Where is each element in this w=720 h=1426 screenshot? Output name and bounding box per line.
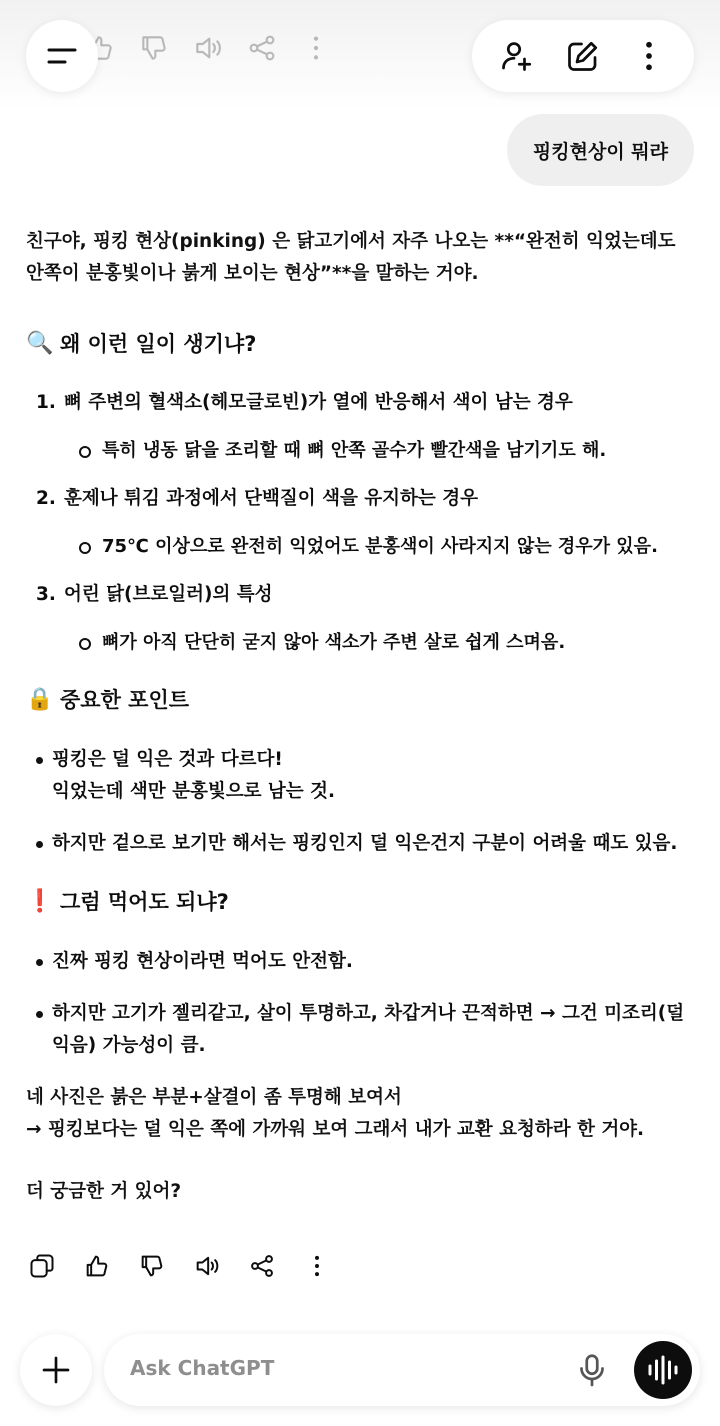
list-item: [26, 946, 698, 978]
share-icon: [248, 1252, 276, 1280]
sub-item: 뼈가 아직 단단히 굳지 않아 색소가 주변 살로 쉽게 스며옴.: [26, 628, 698, 658]
more-icon: [631, 38, 667, 74]
intro-bold-term: 핑킹 현상(pinking): [93, 231, 266, 252]
more-icon: [303, 1252, 331, 1280]
speaker-icon: [192, 32, 224, 64]
thumbs-down-button[interactable]: [136, 1250, 168, 1282]
thumbs-up-button[interactable]: [81, 1250, 113, 1282]
closing-line: 네 사진은 붉은 부분+살결이 좀 투명해 보여서: [26, 1087, 402, 1108]
sub-item: 특히 냉동 닭을 조리할 때 뼈 안쪽 골수가 빨간색을 남기기도 해.: [26, 436, 698, 466]
reasons-list: [26, 388, 698, 658]
list-item-text: 뼈 주변의 혈색소(헤모글로빈)가 열에 반응해서 색이 남는 경우: [64, 392, 573, 413]
assistant-message: [26, 226, 698, 1208]
menu-button[interactable]: [26, 20, 98, 92]
user-message-bubble: 핑킹현상이 뭐랴: [507, 114, 694, 186]
section-heading-why: [26, 328, 698, 358]
message-input[interactable]: Ask ChatGPT: [130, 1356, 275, 1380]
list-item-text: 진짜 핑킹 현상이라면: [52, 951, 233, 972]
lock-emoji-icon: 🔒: [26, 686, 54, 712]
copy-button[interactable]: [26, 1250, 58, 1282]
list-item: [26, 388, 698, 466]
list-item-text: 어린 닭(브로일러)의 특성: [64, 584, 273, 605]
section-title: 중요한 포인트: [60, 688, 190, 712]
closing-line: 그래서 내가 교환 요청하라 한 거야.: [348, 1119, 645, 1140]
list-item-text: 가능성이 큼.: [96, 1035, 206, 1056]
thumbs-up-icon: [83, 1252, 111, 1280]
bold-text: 미조리(덜 익음): [52, 1003, 685, 1056]
exclamation-emoji-icon: ❗: [26, 888, 54, 914]
sub-item: 75℃ 이상으로 완전히 익었어도 분홍색이 사라지지 않는 경우가 있음.: [26, 532, 698, 562]
list-item-text: 익었는데 색만 분홍빛으로 남는 것.: [52, 781, 335, 802]
intro-text-2: 은 닭고기에서 자주 나오는 **“완전히 익었는데도 안쪽이 분홍빛이나 붉게 보이는 현상”**을 말하는 거야.: [26, 231, 676, 284]
list-item-text: .: [345, 951, 353, 972]
list-item-text: 하지만 고기가: [52, 1003, 173, 1024]
share-button[interactable]: [246, 1250, 278, 1282]
section-heading-points: [26, 684, 698, 714]
list-item-text: 하지만: [52, 833, 113, 854]
more-icon: [300, 32, 332, 64]
new-chat-button[interactable]: [555, 28, 611, 84]
faded-action-icons: [84, 32, 332, 64]
list-item: [26, 484, 698, 562]
bold-text: 먹어도 안전함: [232, 951, 346, 972]
intro-text-1: 친구야,: [26, 231, 94, 252]
add-person-icon: [499, 38, 535, 74]
message-input-bar: [104, 1334, 700, 1406]
share-icon: [246, 32, 278, 64]
list-item: [26, 580, 698, 658]
list-item: [26, 998, 698, 1062]
message-actions: [26, 1250, 333, 1282]
closing-paragraph: [26, 1082, 698, 1146]
edible-list: [26, 946, 698, 1062]
voice-mode-button[interactable]: [634, 1341, 692, 1399]
thumbs-down-icon: [138, 32, 170, 64]
thumbs-down-icon: [138, 1252, 166, 1280]
read-aloud-button[interactable]: [191, 1250, 223, 1282]
bold-text: 겉으로 보기만 해서는 핑킹인지 덜 익은건지 구분이 어려울 때도 있음.: [112, 833, 678, 854]
copy-icon: [28, 1252, 56, 1280]
section-title: 왜 이런 일이 생기냐?: [60, 332, 257, 356]
closing-question: 더 궁금한 거 있어?: [26, 1181, 182, 1202]
points-list: [26, 744, 698, 860]
bold-text: 핑킹은 덜 익은 것과 다르다!: [52, 749, 283, 770]
menu-icon: [47, 45, 77, 67]
intro-paragraph: [26, 226, 698, 290]
list-item: [26, 744, 698, 808]
bold-text: 젤리같고, 살이 투명하고, 차갑거나 끈적하면: [172, 1003, 534, 1024]
list-number: 1.: [36, 392, 56, 413]
more-actions-button[interactable]: [301, 1250, 333, 1282]
list-item: [26, 828, 698, 860]
section-heading-edible: [26, 886, 698, 916]
bold-text: → 핑킹보다는 덜 익은 쪽에 가까워 보여: [26, 1119, 349, 1140]
edit-icon: [565, 38, 601, 74]
list-item-text: → 그건: [533, 1003, 605, 1024]
speaker-icon: [193, 1252, 221, 1280]
attach-button[interactable]: [20, 1334, 92, 1406]
more-options-button[interactable]: [621, 28, 677, 84]
list-number: 2.: [36, 488, 56, 509]
section-title: 그럼 먹어도 되냐?: [60, 890, 229, 914]
magnifier-emoji-icon: 🔍: [26, 330, 54, 356]
add-person-button[interactable]: [489, 28, 545, 84]
mic-icon[interactable]: [574, 1352, 610, 1388]
voice-mode-icon: [646, 1355, 680, 1385]
list-item-text: 훈제나 튀김 과정에서 단백질이 색을 유지하는 경우: [64, 488, 478, 509]
list-number: 3.: [36, 584, 56, 605]
plus-icon: [40, 1354, 72, 1386]
header-actions: [472, 20, 694, 92]
